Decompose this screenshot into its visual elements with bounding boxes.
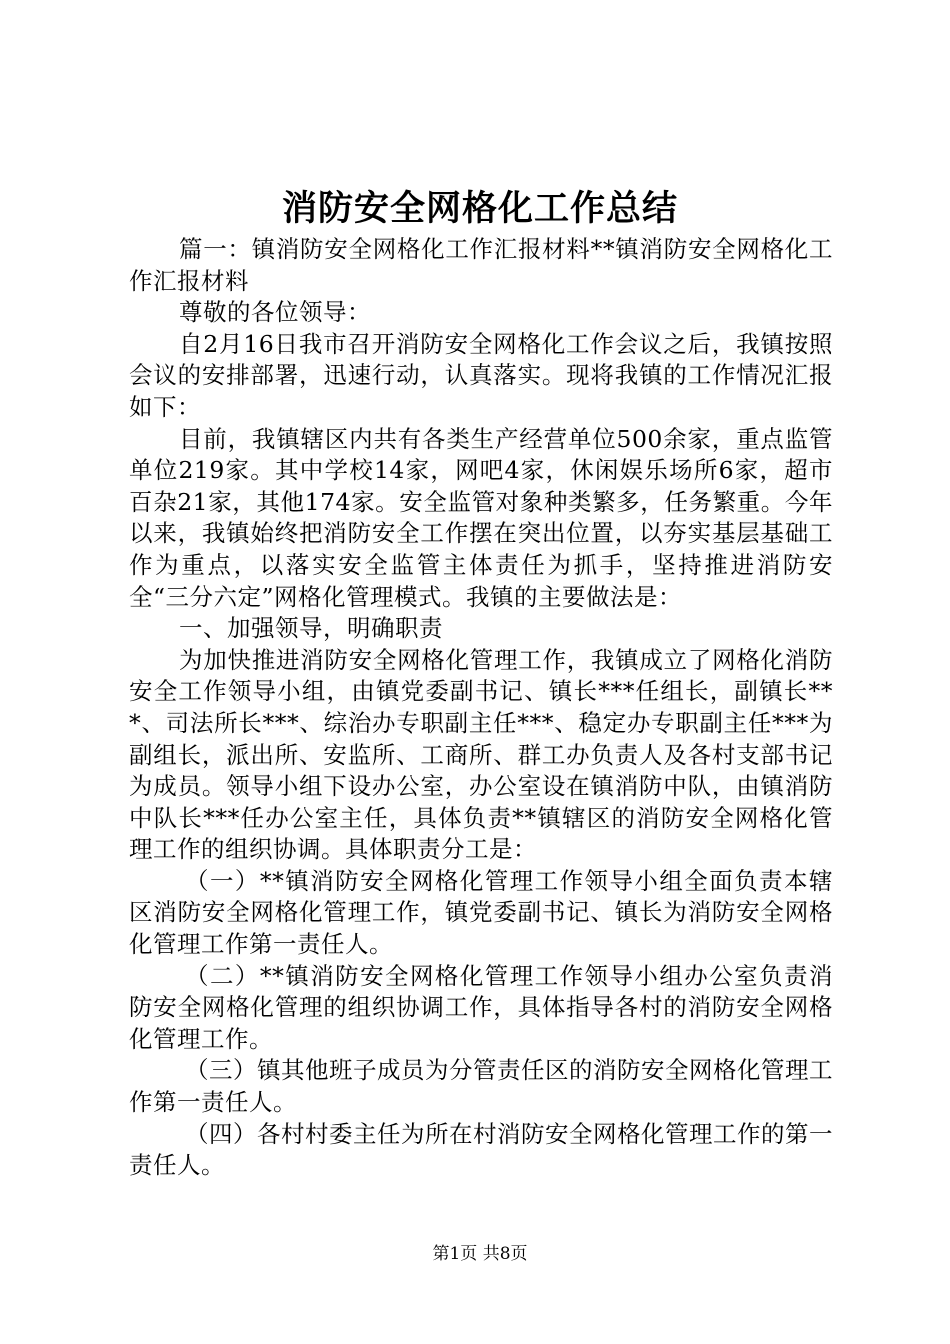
duty-item-3: （三）镇其他班子成员为分管责任区的消防安全网格化管理工作第一责任人。 [129, 1056, 833, 1117]
section-heading-leadership: 一、加强领导，明确职责 [179, 614, 443, 643]
paragraph-salutation: 尊敬的各位领导： [179, 298, 371, 327]
duty-item-2: （二）**镇消防安全网格化管理工作领导小组办公室负责消防安全网格化管理的组织协调工作，具体指导各村的消防安全网格化管理工作。 [129, 961, 833, 1053]
duty-item-4: （四）各村村委主任为所在村消防安全网格化管理工作的第一责任人。 [129, 1119, 833, 1180]
document-body [129, 234, 833, 1182]
page-number-footer: 第1页 共8页 [432, 1244, 528, 1264]
document-title: 消防安全网格化工作总结 [281, 188, 678, 229]
paragraph-leadership-group: 为加快推进消防安全网格化管理工作，我镇成立了网格化消防安全工作领导小组，由镇党委副书记、镇长***任组长，副镇长***、司法所长***、综治办专职副主任***、稳定办专职副主任***为副组长，派出所、安监所、工商所、群工办负责人及各村支部书记为成员。领导小组下设办公室，办公室设在镇消防中队，由镇消防中队长***任办公室主任，具体负责**镇辖区的消防安全网格化管理工作的组织协调。具体职责分工是： [129, 645, 833, 864]
paragraph-intro: 自2月16日我市召开消防安全网格化工作会议之后，我镇按照会议的安排部署，迅速行动，认真落实。现将我镇的工作情况汇报如下： [129, 329, 833, 421]
paragraph-chapter-heading: 篇一：镇消防安全网格化工作汇报材料**镇消防安全网格化工作汇报材料 [129, 235, 833, 295]
paragraph-overview: 目前，我镇辖区内共有各类生产经营单位500余家，重点监管单位219家。其中学校14家，网吧4家，休闲娱乐场所6家，超市百杂21家，其他174家。安全监管对象种类繁多，任务繁重。今年以来，我镇始终把消防安全工作摆在突出位置，以夯实基层基础工作为重点，以落实安全监管主体责任为抓手，坚持推进消防安全“三分六定”网格化管理模式。我镇的主要做法是： [129, 424, 833, 611]
duty-item-1: （一）**镇消防安全网格化管理工作领导小组全面负责本辖区消防安全网格化管理工作，镇党委副书记、镇长为消防安全网格化管理工作第一责任人。 [129, 866, 833, 959]
